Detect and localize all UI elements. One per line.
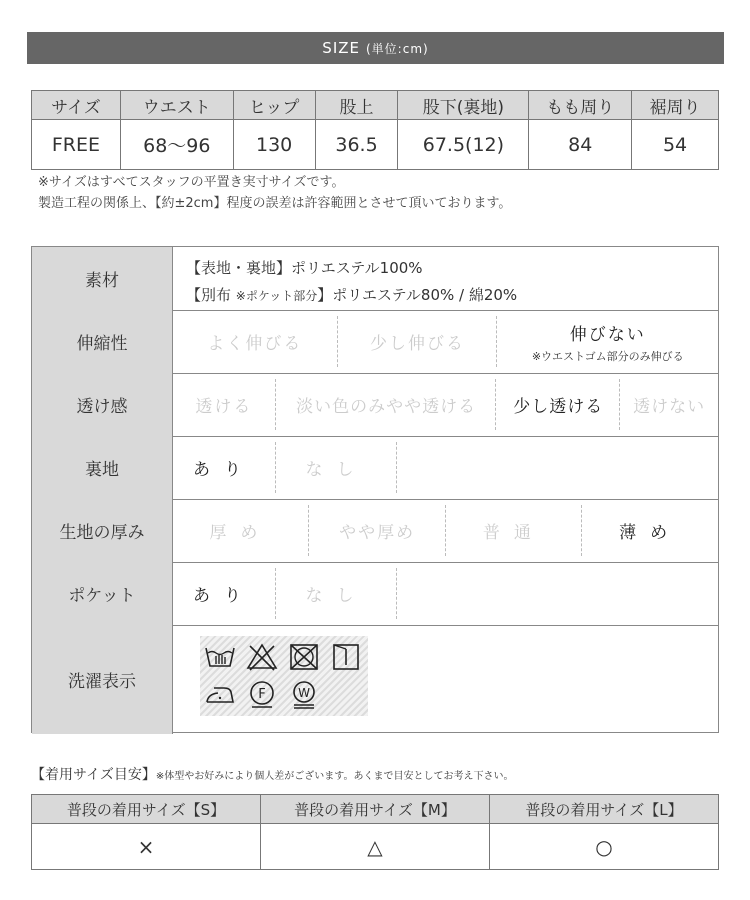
dry-clean-f-icon bbox=[246, 680, 278, 710]
size-header-cell: ヒップ bbox=[233, 91, 315, 120]
fit-value-cell: ○ bbox=[489, 824, 718, 870]
fit-guide-title bbox=[31, 764, 513, 784]
material-line-2-b: ※ポケット部分 bbox=[235, 289, 318, 303]
size-value-cell: FREE bbox=[32, 120, 121, 170]
thickness-options bbox=[172, 499, 718, 562]
size-value-cell: 68〜96 bbox=[120, 120, 233, 170]
fit-header-cell: 普段の着用サイズ【S】 bbox=[32, 795, 261, 824]
stretch-option: 少し伸びる bbox=[338, 310, 498, 373]
size-value-cell: 67.5(12) bbox=[398, 120, 529, 170]
dry-clean-letter: F bbox=[258, 687, 266, 702]
sheer-option: 透けない bbox=[633, 397, 706, 417]
size-table-header-row bbox=[32, 91, 719, 120]
size-value-cell: 130 bbox=[233, 120, 315, 170]
size-header-cell: もも周り bbox=[529, 91, 632, 120]
low-iron-icon bbox=[204, 680, 236, 710]
fit-value-cell: × bbox=[32, 824, 261, 870]
stretch-selected-label: 伸びない bbox=[569, 324, 646, 345]
spec-label: 裏地 bbox=[32, 436, 173, 499]
no-tumble-dry-icon bbox=[288, 642, 320, 672]
fit-guide-heading: 【着用サイズ目安】 bbox=[31, 767, 156, 783]
stretch-note: ※ウエストゴム部分のみ伸びる bbox=[531, 349, 684, 363]
care-label-image bbox=[200, 636, 368, 716]
wet-clean-letter: W bbox=[298, 686, 310, 700]
wet-clean-icon bbox=[288, 680, 320, 710]
size-header-cell: 股上 bbox=[315, 91, 398, 120]
spec-row-lining bbox=[32, 436, 718, 500]
size-header bbox=[27, 32, 724, 64]
thickness-option-selected: 薄め bbox=[619, 523, 682, 543]
spec-label: ポケット bbox=[32, 562, 173, 625]
fit-header-cell: 普段の着用サイズ【L】 bbox=[489, 795, 718, 824]
no-bleach-icon bbox=[246, 642, 278, 672]
stretch-option: よく伸びる bbox=[172, 310, 338, 373]
material-line-2-c: 】ポリエステル80% / 綿20% bbox=[317, 286, 518, 304]
size-notes bbox=[38, 172, 511, 214]
sheer-options bbox=[172, 373, 718, 436]
pocket-option-selected: あり bbox=[172, 562, 276, 625]
size-header-cell: サイズ bbox=[32, 91, 121, 120]
fit-guide-note: ※体型やお好みにより個人差がございます。あくまで目安としてお考え下さい。 bbox=[155, 771, 514, 782]
thickness-option: 厚め bbox=[172, 499, 309, 562]
thickness-option: やや厚め bbox=[309, 499, 446, 562]
material-text bbox=[186, 255, 517, 310]
care-cell bbox=[172, 625, 718, 734]
fit-header-cell: 普段の着用サイズ【M】 bbox=[260, 795, 489, 824]
fit-guide-header-row bbox=[32, 795, 719, 824]
spec-label: 伸縮性 bbox=[32, 310, 173, 373]
size-value-cell: 54 bbox=[632, 120, 719, 170]
spec-row-care bbox=[32, 625, 718, 734]
size-table-row bbox=[32, 120, 719, 170]
sheer-option: 淡い色のみやや透ける bbox=[276, 373, 497, 436]
spec-row-stretch bbox=[32, 310, 718, 374]
sheer-option-selected: 少し透ける bbox=[496, 373, 620, 436]
size-header-cell: 股下(裏地) bbox=[398, 91, 529, 120]
fit-guide-table bbox=[31, 794, 719, 870]
pocket-option: なし bbox=[276, 562, 397, 625]
material-line-1: 【表地・裏地】ポリエステル100% bbox=[186, 259, 423, 277]
spec-label: 生地の厚み bbox=[32, 499, 173, 562]
lining-options bbox=[172, 436, 718, 499]
size-header-cell: ウエスト bbox=[120, 91, 233, 120]
spec-label: 透け感 bbox=[32, 373, 173, 436]
size-table bbox=[31, 90, 719, 170]
spec-row-pocket bbox=[32, 562, 718, 626]
stretch-option-selected bbox=[497, 310, 718, 373]
spec-row-sheer bbox=[32, 373, 718, 437]
lining-option-selected: あり bbox=[172, 436, 276, 499]
size-header-cell: 裾周り bbox=[632, 91, 719, 120]
note-line: ※サイズはすべてスタッフの平置き実寸サイズです。 bbox=[38, 175, 345, 190]
hand-wash-icon bbox=[204, 642, 236, 672]
stretch-options bbox=[172, 310, 718, 373]
material-line-2-a: 【別布 bbox=[186, 286, 236, 304]
size-unit: (単位:cm) bbox=[366, 41, 429, 56]
sheer-option: 透ける bbox=[172, 373, 276, 436]
thickness-option: 普通 bbox=[446, 499, 583, 562]
pocket-options bbox=[172, 562, 718, 625]
spec-label: 素材 bbox=[32, 247, 173, 310]
size-value-cell: 36.5 bbox=[315, 120, 398, 170]
spec-row-material bbox=[32, 247, 718, 311]
note-line: 製造工程の関係上、【約±2cm】程度の誤差は許容範囲とさせて頂いております。 bbox=[38, 196, 512, 211]
size-title: SIZE bbox=[322, 39, 360, 57]
line-dry-icon bbox=[330, 642, 362, 672]
material-cell bbox=[172, 247, 718, 310]
lining-option: なし bbox=[276, 436, 397, 499]
spec-table bbox=[31, 246, 719, 733]
size-value-cell: 84 bbox=[529, 120, 632, 170]
fit-guide-value-row bbox=[32, 824, 719, 870]
spec-row-thickness bbox=[32, 499, 718, 563]
spec-label: 洗濯表示 bbox=[32, 625, 173, 734]
material-line-2 bbox=[186, 282, 517, 310]
fit-value-cell: △ bbox=[260, 824, 489, 870]
